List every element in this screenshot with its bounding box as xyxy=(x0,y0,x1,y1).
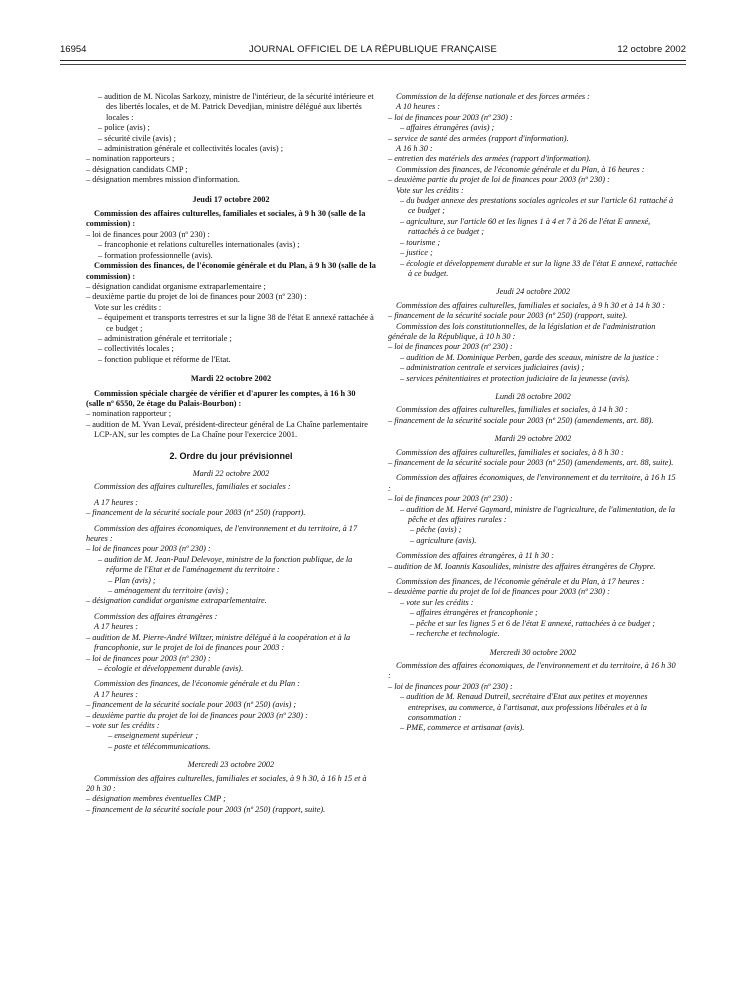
commission-paragraph: Commission des affaires culturelles, familiales et sociales, à 9 h 30, à 16 h 15 et à 20 h 30 : xyxy=(86,773,367,793)
commission-paragraph: Commission des finances, de l'économie générale et du Plan : xyxy=(94,679,300,689)
right-column xyxy=(388,92,678,734)
commission-paragraph: Commission des finances, de l'économie générale et du Plan, à 16 heures : xyxy=(396,164,645,174)
list-item: – services pénitentiaires et protection judiciaire de la jeunesse (avis). xyxy=(400,373,630,383)
list-item: – loi de finances pour 2003 (nº 230) : xyxy=(86,544,211,554)
list-item: – Plan (avis) ; xyxy=(108,575,156,585)
day-heading: Jeudi 24 octobre 2002 xyxy=(495,287,571,297)
list-item: A 17 heures : xyxy=(94,497,139,507)
list-item: – aménagement du territoire (avis) ; xyxy=(108,586,229,596)
header-rule xyxy=(60,60,686,65)
list-item: – désignation membres mission d'information. xyxy=(86,175,240,185)
list-item: – financement de la sécurité sociale pour 2003 (nº 250) (rapport). xyxy=(86,508,306,518)
list-item: – écologie et développement durable et sur la ligne 33 de l'état E annexé, rattachée à ce budget. xyxy=(400,258,678,278)
list-item: – loi de finances pour 2003 (nº 230) : xyxy=(388,494,513,504)
day-heading: Jeudi 17 octobre 2002 xyxy=(192,194,270,204)
list-item: – collectivités locales ; xyxy=(98,344,174,354)
commission-paragraph: Commission des lois constitutionnelles, de la législation et de l'administration générale de la République, à 10 h 30 : xyxy=(388,321,656,341)
page-header xyxy=(60,44,686,60)
day-heading: Mardi 22 octobre 2002 xyxy=(190,374,272,384)
list-item: – financement de la sécurité sociale pour 2003 (nº 250) (amendements, art. 88, suite). xyxy=(388,458,674,467)
list-item: – audition de M. Jean-Paul Delevoye, ministre de la fonction publique, de la réforme de l'Etat et de l'aménagement du territoire : xyxy=(98,554,353,575)
list-item: – audition de M. Yvan Levaï, président-directeur général de La Chaîne parlementaire LCP-AN, sur les comptes de La Chaîne pour l'exercice 2001. xyxy=(86,419,368,440)
list-item: – audition de M. Dominique Perben, garde des sceaux, ministre de la justice : xyxy=(400,352,659,362)
list-item: – administration générale et territoriale ; xyxy=(98,333,232,343)
left-column xyxy=(86,92,376,815)
commission-paragraph: Commission des affaires étrangères, à 11 h 30 : xyxy=(396,551,555,561)
list-item: – PME, commerce et artisanat (avis). xyxy=(400,723,525,733)
commission-paragraph: Commission des affaires culturelles, familiales et sociales : xyxy=(94,482,291,492)
list-item: – deuxième partie du projet de loi de finances pour 2003 (nº 230) : xyxy=(86,710,308,720)
list-item: – audition de M. Ioannis Kasoulides, ministre des affaires étrangères de Chypre. xyxy=(388,561,656,571)
commission-paragraph: Commission des affaires économiques, de l'environnement et du territoire, à 16 h 30 : xyxy=(388,660,676,681)
day-heading: Lundi 28 octobre 2002 xyxy=(495,391,571,401)
list-item: – deuxième partie du projet de loi de finances pour 2003 (nº 230) : xyxy=(86,292,307,302)
list-item: – audition de M. Nicolas Sarkozy, ministre de l'intérieur, de la sécurité intérieure et des libertés locales, et de M. Patrick Devedjian, ministre délégué aux libertés locales : xyxy=(98,92,374,122)
journal-title: JOURNAL OFFICIEL DE LA RÉPUBLIQUE FRANÇAISE xyxy=(248,44,498,55)
list-item: – justice ; xyxy=(400,248,433,258)
commission-paragraph: Commission des affaires culturelles, familiales et sociales, à 9 h 30 (salle de la commission) : xyxy=(86,209,366,229)
commission-paragraph: Commission des affaires culturelles, familiales et sociales, à 8 h 30 : xyxy=(396,447,624,457)
list-item: Vote sur les crédits : xyxy=(94,302,162,312)
list-item: – du budget annexe des prestations sociales agricoles et sur l'article 61 rattaché à ce budget ; xyxy=(400,196,674,216)
list-item: – tourisme ; xyxy=(400,237,441,247)
list-item: – financement de la sécurité sociale pour 2003 (nº 250) (rapport, suite). xyxy=(86,804,326,814)
list-item: – vote sur les crédits : xyxy=(400,597,474,607)
list-item: – administration centrale et services judiciaires (avis) ; xyxy=(400,363,585,373)
list-item: – sécurité civile (avis) ; xyxy=(98,133,176,143)
list-item: – nomination rapporteurs ; xyxy=(86,154,175,164)
list-item: – désignation candidat organisme extraparlementaire ; xyxy=(86,281,266,291)
commission-paragraph: Commission des affaires culturelles, familiales et sociales, à 14 h 30 : xyxy=(396,405,628,415)
commission-paragraph: Commission des affaires étrangères : xyxy=(94,611,218,621)
list-item: – entretien des matériels des armées (rapport d'information). xyxy=(388,154,591,164)
list-item: A 17 heures : xyxy=(94,689,139,699)
list-item: – loi de finances pour 2003 (nº 230) : xyxy=(86,653,211,663)
list-item: – enseignement supérieur ; xyxy=(108,731,199,741)
list-item: Vote sur les crédits : xyxy=(396,185,464,195)
commission-paragraph: Commission des affaires économiques, de l'environnement et du territoire, à 17 heures : xyxy=(86,523,358,544)
commission-paragraph: Commission des affaires économiques, de l'environnement et du territoire, à 16 h 15 : xyxy=(388,473,676,493)
list-item: – agriculture, sur l'article 60 et les lignes 1 à 4 et 7 à 26 de l'état E annexé, rattachés à ce budget ; xyxy=(400,216,651,237)
list-item: – désignation candidats CMP ; xyxy=(86,164,188,174)
list-item: A 10 heures : xyxy=(396,102,441,112)
section-heading: 2. Ordre du jour prévisionnel xyxy=(169,450,293,461)
list-item: – agriculture (avis). xyxy=(410,535,477,545)
list-item: – financement de la sécurité sociale pour 2003 (nº 250) (rapport, suite). xyxy=(388,311,628,321)
commission-paragraph: Commission des finances, de l'économie générale et du Plan, à 17 heures : xyxy=(396,577,645,587)
day-heading: Mardi 29 octobre 2002 xyxy=(494,434,572,444)
commission-paragraph: Commission de la défense nationale et des forces armées : xyxy=(396,92,590,101)
list-item: – recherche et technologie. xyxy=(410,629,500,639)
day-heading: Mercredi 30 octobre 2002 xyxy=(489,647,577,657)
list-item: – deuxième partie du projet de loi de finances pour 2003 (nº 230) : xyxy=(388,587,610,597)
list-item: – formation professionnelle (avis). xyxy=(98,250,213,260)
commission-paragraph: Commission des affaires culturelles, familiales et sociales, à 9 h 30 et à 14 h 30 : xyxy=(396,300,666,310)
list-item: – vote sur les crédits : xyxy=(86,720,160,730)
issue-date: 12 octobre 2002 xyxy=(617,44,686,55)
list-item: – loi de finances pour 2003 (nº 230) : xyxy=(388,342,513,352)
list-item: – désignation membres éventuelles CMP ; xyxy=(86,794,226,804)
commission-paragraph: Commission spéciale chargée de vérifier et d'apurer les comptes, à 16 h 30 (salle nº 6550, 2e étage du Palais-Bourbon) : xyxy=(86,388,356,408)
list-item: – audition de M. Hervé Gaymard, ministre de l'agriculture, de l'alimentation, de la pêche et des affaires rurales : xyxy=(400,504,675,525)
list-item: – francophonie et relations culturelles internationales (avis) ; xyxy=(98,240,300,250)
day-heading: Mercredi 23 octobre 2002 xyxy=(187,760,275,770)
list-item: – affaires étrangères et francophonie ; xyxy=(410,608,538,618)
list-item: – audition de M. Renaud Dutreil, secrétaire d'Etat aux petites et moyennes entreprises, au commerce, à l'artisanat, aux professions libérales et à la consommation : xyxy=(400,692,648,722)
list-item: – désignation candidat organisme extraparlementaire. xyxy=(86,596,267,606)
list-item: – fonction publique et réforme de l'Etat. xyxy=(98,354,231,364)
list-item: – audition de M. Pierre-André Wiltzer, ministre délégué à la coopération et à la francophonie, sur le projet de loi de finances pour 2003 : xyxy=(86,632,351,653)
list-item: – équipement et transports terrestres et sur la ligne 38 de l'état E annexé rattachée à ce budget ; xyxy=(98,313,374,333)
list-item: – financement de la sécurité sociale pour 2003 (nº 250) (amendements, art. 88). xyxy=(388,415,654,425)
list-item: – affaires étrangères (avis) ; xyxy=(400,123,495,133)
list-item: – loi de finances pour 2003 (nº 230) : xyxy=(86,229,210,239)
list-item: – nomination rapporteur ; xyxy=(86,409,172,419)
list-item: – poste et télécommunications. xyxy=(108,741,211,751)
list-item: – financement de la sécurité sociale pour 2003 (nº 250) (avis) ; xyxy=(86,700,297,710)
list-item: – service de santé des armées (rapport d'information). xyxy=(388,133,569,143)
commission-paragraph: Commission des finances, de l'économie générale et du Plan, à 9 h 30 (salle de la commission) : xyxy=(86,261,376,281)
list-item: – loi de finances pour 2003 (nº 230) : xyxy=(388,112,513,122)
list-item: – deuxième partie du projet de loi de finances pour 2003 (nº 230) : xyxy=(388,175,610,185)
list-item: – loi de finances pour 2003 (nº 230) : xyxy=(388,681,513,691)
list-item: – administration générale et collectivités locales (avis) ; xyxy=(98,144,283,154)
list-item: A 17 heures : xyxy=(94,622,139,632)
list-item: – pêche et sur les lignes 5 et 6 de l'état E annexé, rattachées à ce budget ; xyxy=(410,618,656,628)
list-item: – pêche (avis) ; xyxy=(410,525,462,535)
list-item: – police (avis) ; xyxy=(98,123,150,133)
day-heading: Mardi 22 octobre 2002 xyxy=(192,469,270,478)
list-item: – écologie et développement durable (avis). xyxy=(98,663,244,673)
list-item: A 16 h 30 : xyxy=(396,144,433,154)
page-number: 16954 xyxy=(60,44,87,55)
